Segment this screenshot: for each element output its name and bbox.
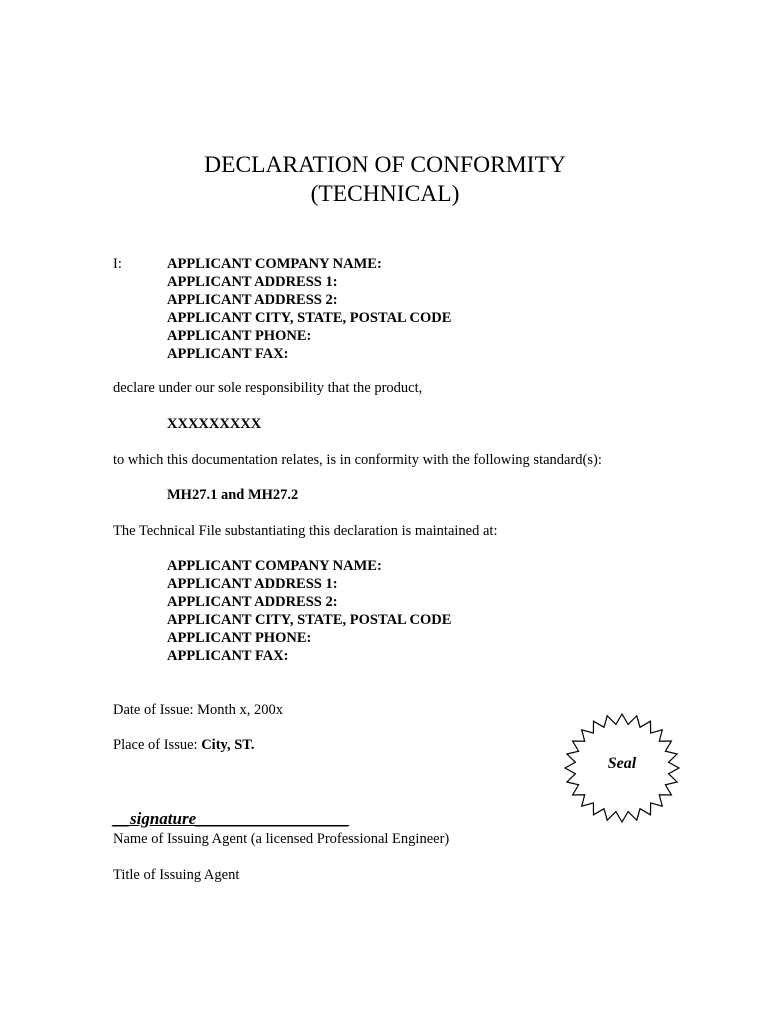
document-title	[0, 151, 770, 209]
technical-file-text: The Technical File substantiating this declaration is maintained at:	[113, 523, 498, 539]
standards: MH27.1 and MH27.2	[167, 487, 299, 503]
product-name: XXXXXXXXX	[167, 416, 262, 432]
issuing-agent-name: Name of Issuing Agent (a licensed Professional Engineer)	[113, 831, 450, 847]
technical-file-block	[167, 557, 451, 665]
applicant-city-state-postal: APPLICANT CITY, STATE, POSTAL CODE	[167, 310, 452, 326]
title-line-1: DECLARATION OF CONFORMITY	[204, 152, 566, 178]
place-of-issue	[113, 736, 255, 754]
seal-label: Seal	[607, 755, 637, 772]
applicant-phone: APPLICANT PHONE:	[167, 328, 312, 344]
applicant-fax: APPLICANT FAX:	[167, 346, 289, 362]
seal	[563, 712, 681, 824]
date-of-issue-value: Month x, 200x	[197, 702, 283, 718]
title-line-2: (TECHNICAL)	[310, 181, 460, 207]
applicant-company-name: APPLICANT COMPANY NAME:	[167, 256, 382, 272]
declare-text: declare under our sole responsibility that the product,	[113, 380, 423, 396]
tf-address-2: APPLICANT ADDRESS 2:	[167, 594, 338, 610]
applicant-address-2: APPLICANT ADDRESS 2:	[167, 292, 338, 308]
issuing-agent-title: Title of Issuing Agent	[113, 867, 240, 883]
date-of-issue	[113, 701, 283, 719]
place-of-issue-value: City, ST.	[201, 737, 255, 753]
place-of-issue-label: Place of Issue:	[113, 737, 202, 753]
conformity-text: to which this documentation relates, is in conformity with the following standard(s):	[113, 452, 602, 468]
date-of-issue-label: Date of Issue:	[113, 702, 198, 718]
tf-city-state-postal: APPLICANT CITY, STATE, POSTAL CODE	[167, 612, 452, 628]
tf-fax: APPLICANT FAX:	[167, 648, 289, 664]
applicant-address-1: APPLICANT ADDRESS 1:	[167, 274, 338, 290]
signature-line: __signature__________________	[113, 809, 350, 828]
tf-phone: APPLICANT PHONE:	[167, 630, 312, 646]
applicant-prefix: I:	[113, 256, 122, 272]
tf-address-1: APPLICANT ADDRESS 1:	[167, 576, 338, 592]
tf-company-name: APPLICANT COMPANY NAME:	[167, 558, 382, 574]
applicant-block	[167, 255, 451, 363]
